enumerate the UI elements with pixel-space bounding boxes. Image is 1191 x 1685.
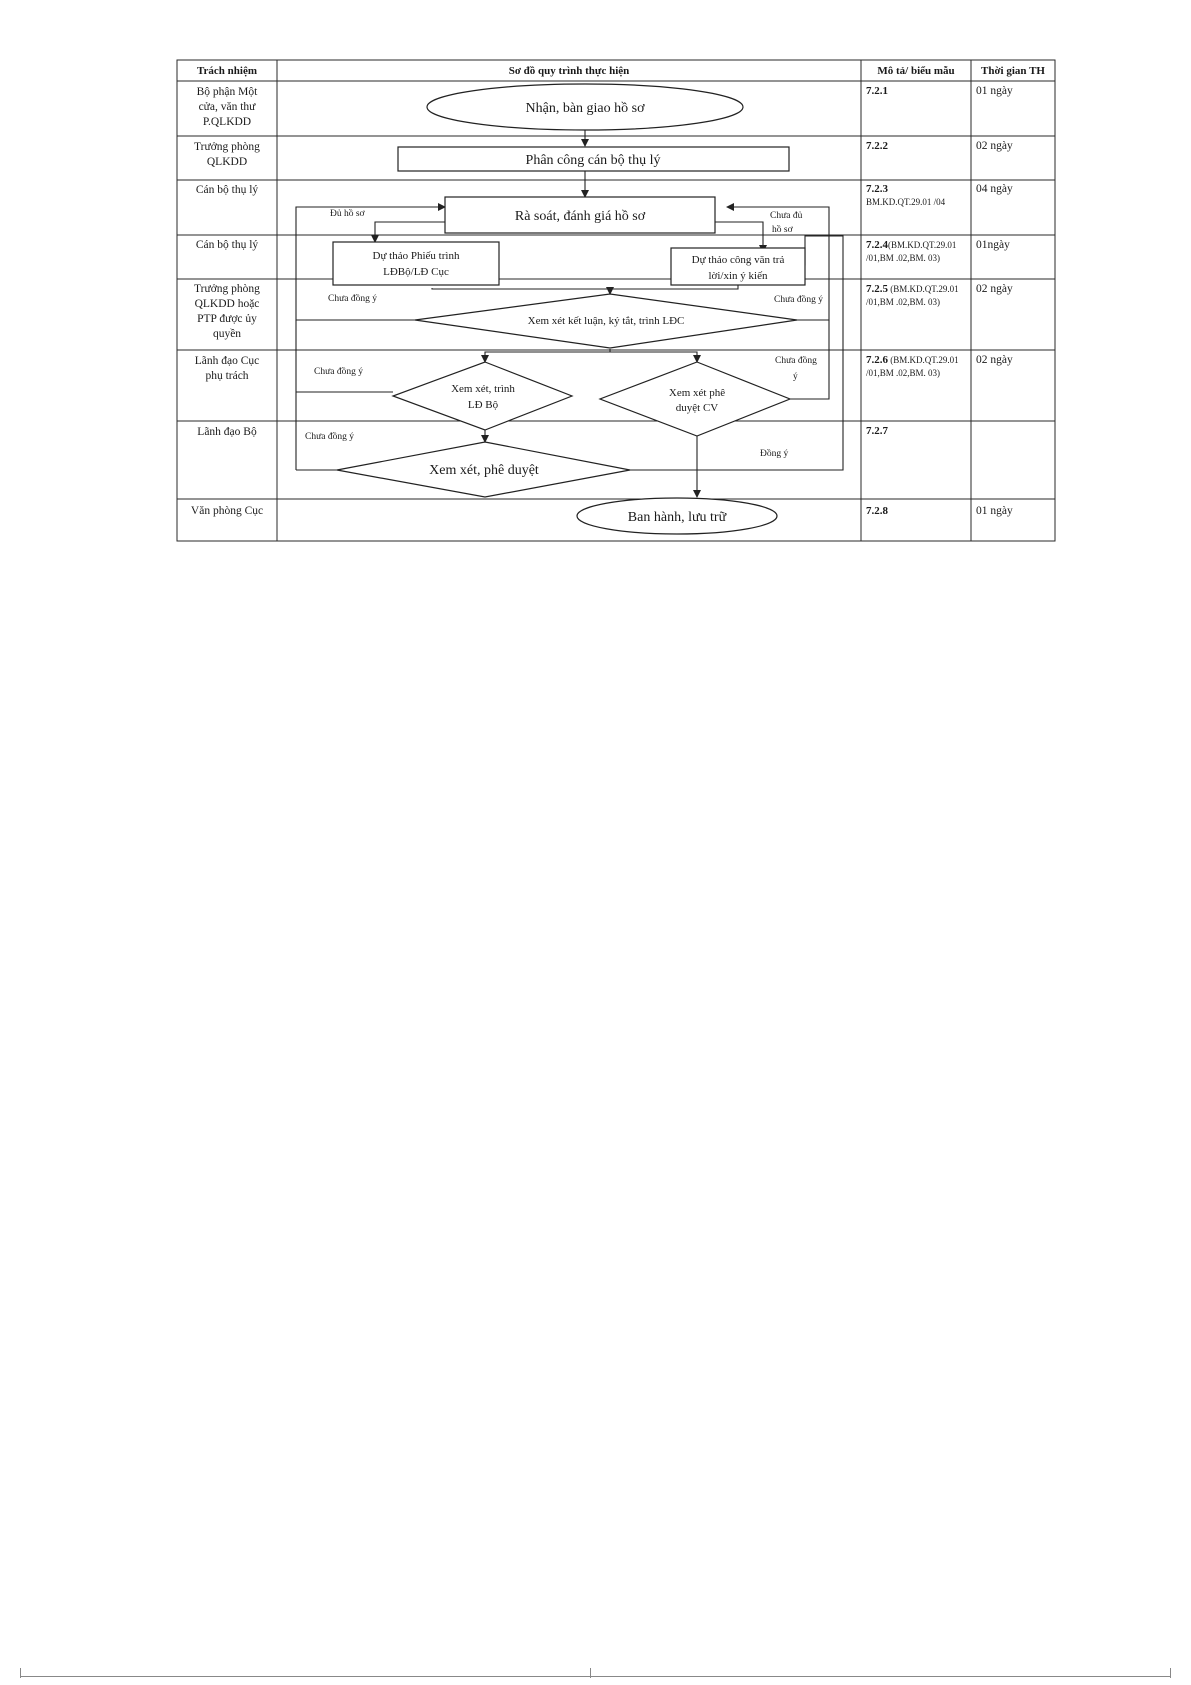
row-2-responsibility-line: Trưởng phòng — [194, 141, 260, 153]
node-review-submit-line: Xem xét, trình — [451, 383, 515, 395]
row-6-responsibility-line: phụ trách — [205, 370, 249, 382]
node-review — [445, 197, 715, 233]
node-approve-cv — [600, 362, 790, 436]
page-bottom-tick — [20, 1668, 21, 1678]
time-column — [976, 85, 1013, 517]
label-enough-docs: Đủ hồ sơ — [330, 209, 365, 219]
row-5-code: 7.2.5 — [866, 283, 888, 295]
row-1-code: 7.2.1 — [866, 85, 888, 97]
row-4-form-line: (BM.KD.QT.29.01 — [888, 240, 957, 250]
header-flowchart: Sơ đồ quy trình thực hiện — [508, 65, 630, 77]
node-approve-label: Xem xét, phê duyệt — [429, 463, 539, 478]
node-review-submit-line: LĐ Bộ — [467, 399, 499, 411]
label-not-enough-docs-line: Chưa đủ — [770, 211, 803, 221]
row-5-responsibility-line: PTP được ủy — [197, 313, 257, 325]
row-7-code: 7.2.7 — [866, 425, 888, 437]
row-6-code-line — [866, 354, 959, 366]
row-2-time: 02 ngày — [976, 140, 1013, 152]
label-not-agree-review-submit: Chưa đồng ý — [314, 367, 363, 377]
description-column — [866, 85, 959, 517]
row-8-time: 01 ngày — [976, 505, 1013, 517]
row-8-code: 7.2.8 — [866, 505, 888, 517]
node-draft-reply — [671, 248, 805, 285]
node-conclude-label: Xem xét kết luận, ký tắt, trình LĐC — [527, 315, 685, 327]
header-time: Thời gian TH — [981, 65, 1045, 77]
node-receive — [427, 84, 743, 130]
row-6-time: 02 ngày — [976, 354, 1013, 366]
row-6-form-line: /01,BM .02,BM. 03) — [866, 368, 941, 378]
arrow-conclude-to-approve-cv — [610, 352, 697, 362]
node-draft-submission-line: Dự thảo Phiếu trình — [372, 250, 460, 262]
page-bottom-tick — [590, 1668, 591, 1678]
header-responsibility: Trách nhiệm — [197, 65, 257, 77]
row-5-code-line — [866, 283, 959, 295]
row-4-code: 7.2.4 — [866, 239, 888, 251]
row-2-code: 7.2.2 — [866, 140, 888, 152]
row-4-responsibility: Cán bộ thụ lý — [195, 239, 259, 251]
row-1-responsibility-line: cửa, văn thư — [198, 101, 256, 113]
row-4-code-line — [866, 239, 956, 251]
decision-diamond — [600, 362, 790, 436]
node-review-label: Rà soát, đánh giá hồ sơ — [514, 209, 646, 224]
row-4-form-line: /01,BM .02,BM. 03) — [866, 253, 941, 263]
row-8-responsibility: Văn phòng Cục — [190, 505, 264, 517]
arrow-reply-to-conclude — [610, 285, 738, 289]
row-3-code: 7.2.3 — [866, 183, 888, 195]
page-bottom-rule — [20, 1676, 1171, 1677]
responsibility-column — [191, 86, 263, 517]
node-issue — [577, 498, 777, 534]
row-3-time: 04 ngày — [976, 183, 1013, 195]
row-2-responsibility-line: QLKDD — [206, 156, 248, 168]
row-6-form-line: (BM.KD.QT.29.01 — [888, 355, 959, 365]
row-6-responsibility-line: Lãnh đạo Cục — [194, 355, 260, 367]
node-draft-reply-line: Dự thảo công văn trả — [691, 254, 785, 266]
page-bottom-tick — [1170, 1668, 1171, 1678]
row-3-form: BM.KD.QT.29.01 /04 — [866, 197, 946, 207]
node-receive-label: Nhận, bàn giao hồ sơ — [525, 101, 645, 116]
label-not-agree-approve: Chưa đồng ý — [305, 432, 354, 442]
row-1-responsibility-line: P.QLKDD — [202, 116, 252, 128]
label-not-agree-conclude: Chưa đồng ý — [328, 294, 377, 304]
arrow-submission-to-conclude — [432, 288, 610, 294]
node-draft-submission — [333, 242, 499, 285]
label-not-agree-approve-cv-line: Chưa đồng — [775, 356, 817, 366]
node-issue-label: Ban hành, lưu trữ — [627, 510, 727, 525]
arrow-conclude-to-review-submit — [485, 349, 610, 362]
node-draft-submission-line: LĐBộ/LĐ Cục — [383, 266, 449, 278]
row-5-responsibility-line: Trưởng phòng — [194, 283, 260, 295]
node-approve — [337, 442, 630, 497]
header-description: Mô tả/ biểu mẫu — [877, 65, 955, 77]
row-5-form-line: (BM.KD.QT.29.01 — [888, 284, 959, 294]
arrow-enough-docs — [375, 222, 445, 242]
row-5-form-line: /01,BM .02,BM. 03) — [866, 297, 941, 307]
node-approve-cv-line: duyệt CV — [675, 402, 719, 414]
row-5-responsibility-line: quyền — [212, 328, 242, 340]
row-6-code: 7.2.6 — [866, 354, 888, 366]
node-assign — [398, 147, 789, 171]
label-not-agree-conclude-right: Chưa đồng ý — [774, 295, 823, 305]
row-5-responsibility-line: QLKDD hoặc — [194, 298, 260, 310]
process-box — [333, 242, 499, 285]
row-7-responsibility: Lãnh đạo Bộ — [197, 426, 257, 438]
node-assign-label: Phân công cán bộ thụ lý — [525, 153, 661, 168]
node-review-submit — [393, 362, 572, 430]
decision-diamond — [393, 362, 572, 430]
row-5-time: 02 ngày — [976, 283, 1013, 295]
label-not-agree-approve-cv-line: ý — [793, 372, 798, 382]
label-not-enough-docs-line: hồ sơ — [772, 225, 793, 235]
node-approve-cv-line: Xem xét phê — [668, 387, 726, 399]
node-conclude — [415, 294, 797, 348]
row-4-time: 01ngày — [976, 239, 1010, 251]
node-draft-reply-line: lời/xin ý kiến — [708, 270, 768, 282]
label-agree: Đồng ý — [760, 449, 789, 459]
row-3-responsibility: Cán bộ thụ lý — [195, 184, 259, 196]
row-1-time: 01 ngày — [976, 85, 1013, 97]
row-1-responsibility-line: Bộ phận Một — [196, 86, 258, 98]
